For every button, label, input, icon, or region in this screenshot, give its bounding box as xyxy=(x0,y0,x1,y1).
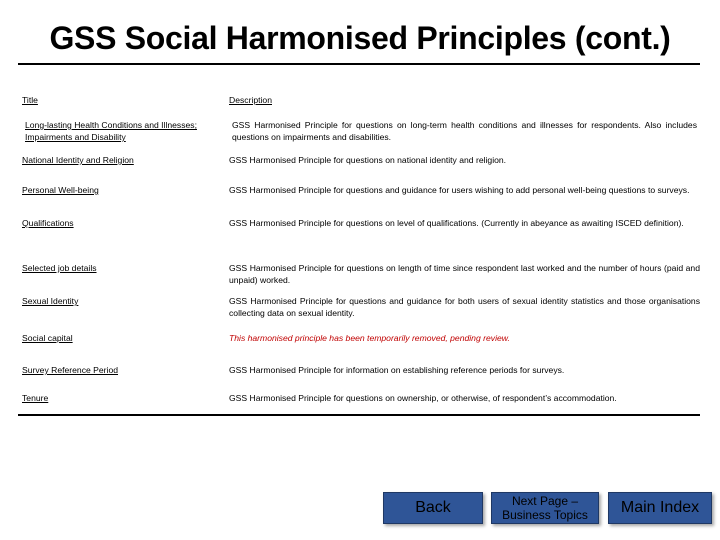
row-description: GSS Harmonised Principle for questions and guidance for users wishing to add personal well-being questions to surveys. xyxy=(229,185,690,195)
row-title-link[interactable]: Survey Reference Period xyxy=(22,365,119,375)
row-title-link[interactable]: Long-lasting Health Conditions and Illnesses; Impairments and Disability xyxy=(25,120,197,142)
row-description: GSS Harmonised Principle for information on establishing reference periods for surveys. xyxy=(229,365,565,375)
row-title-link[interactable]: National Identity and Religion xyxy=(22,155,134,165)
row-title-link[interactable]: Selected job details xyxy=(22,263,97,273)
row-title-link[interactable]: Sexual Identity xyxy=(22,296,79,306)
next-page-button[interactable] xyxy=(491,492,599,524)
main-index-button[interactable] xyxy=(608,492,712,524)
top-divider xyxy=(18,63,700,65)
next-page-label-line2: Business Topics xyxy=(502,508,588,522)
row-description: GSS Harmonised Principle for questions on length of time since respondent last worked and the number of hours (paid and unpaid) worked. xyxy=(229,263,700,285)
row-description: GSS Harmonised Principle for questions on level of qualifications. (Currently in abeyance as awaiting ISCED definition). xyxy=(229,218,684,228)
row-title-link[interactable]: Qualifications xyxy=(22,218,74,228)
row-description: GSS Harmonised Principle for questions and guidance for both users of sexual identity statistics and those organisations collecting data on sexual identity. xyxy=(229,296,700,318)
next-page-label-line1: Next Page – xyxy=(511,494,579,508)
bottom-divider xyxy=(18,414,700,416)
row-title-link[interactable]: Tenure xyxy=(22,393,49,403)
back-button[interactable] xyxy=(383,492,483,524)
row-title-link[interactable]: Personal Well-being xyxy=(22,185,99,195)
row-description: GSS Harmonised Principle for questions on ownership, or otherwise, of respondent’s accommodation. xyxy=(229,393,617,403)
header-title: Title xyxy=(22,95,38,105)
main-index-label: Main Index xyxy=(620,499,700,516)
back-button-label: Back xyxy=(415,499,451,516)
row-title-link[interactable]: Social capital xyxy=(22,333,73,343)
row-description-removed: This harmonised principle has been temporarily removed, pending review. xyxy=(229,333,510,343)
row-description: GSS Harmonised Principle for questions on national identity and religion. xyxy=(229,155,507,165)
row-description: GSS Harmonised Principle for questions on long-term health conditions and illnesses for respondents. Also includes questions on impairments and disabilities. xyxy=(232,120,697,142)
header-description: Description xyxy=(229,95,272,105)
page-title: GSS Social Harmonised Principles (cont.) xyxy=(49,20,671,56)
